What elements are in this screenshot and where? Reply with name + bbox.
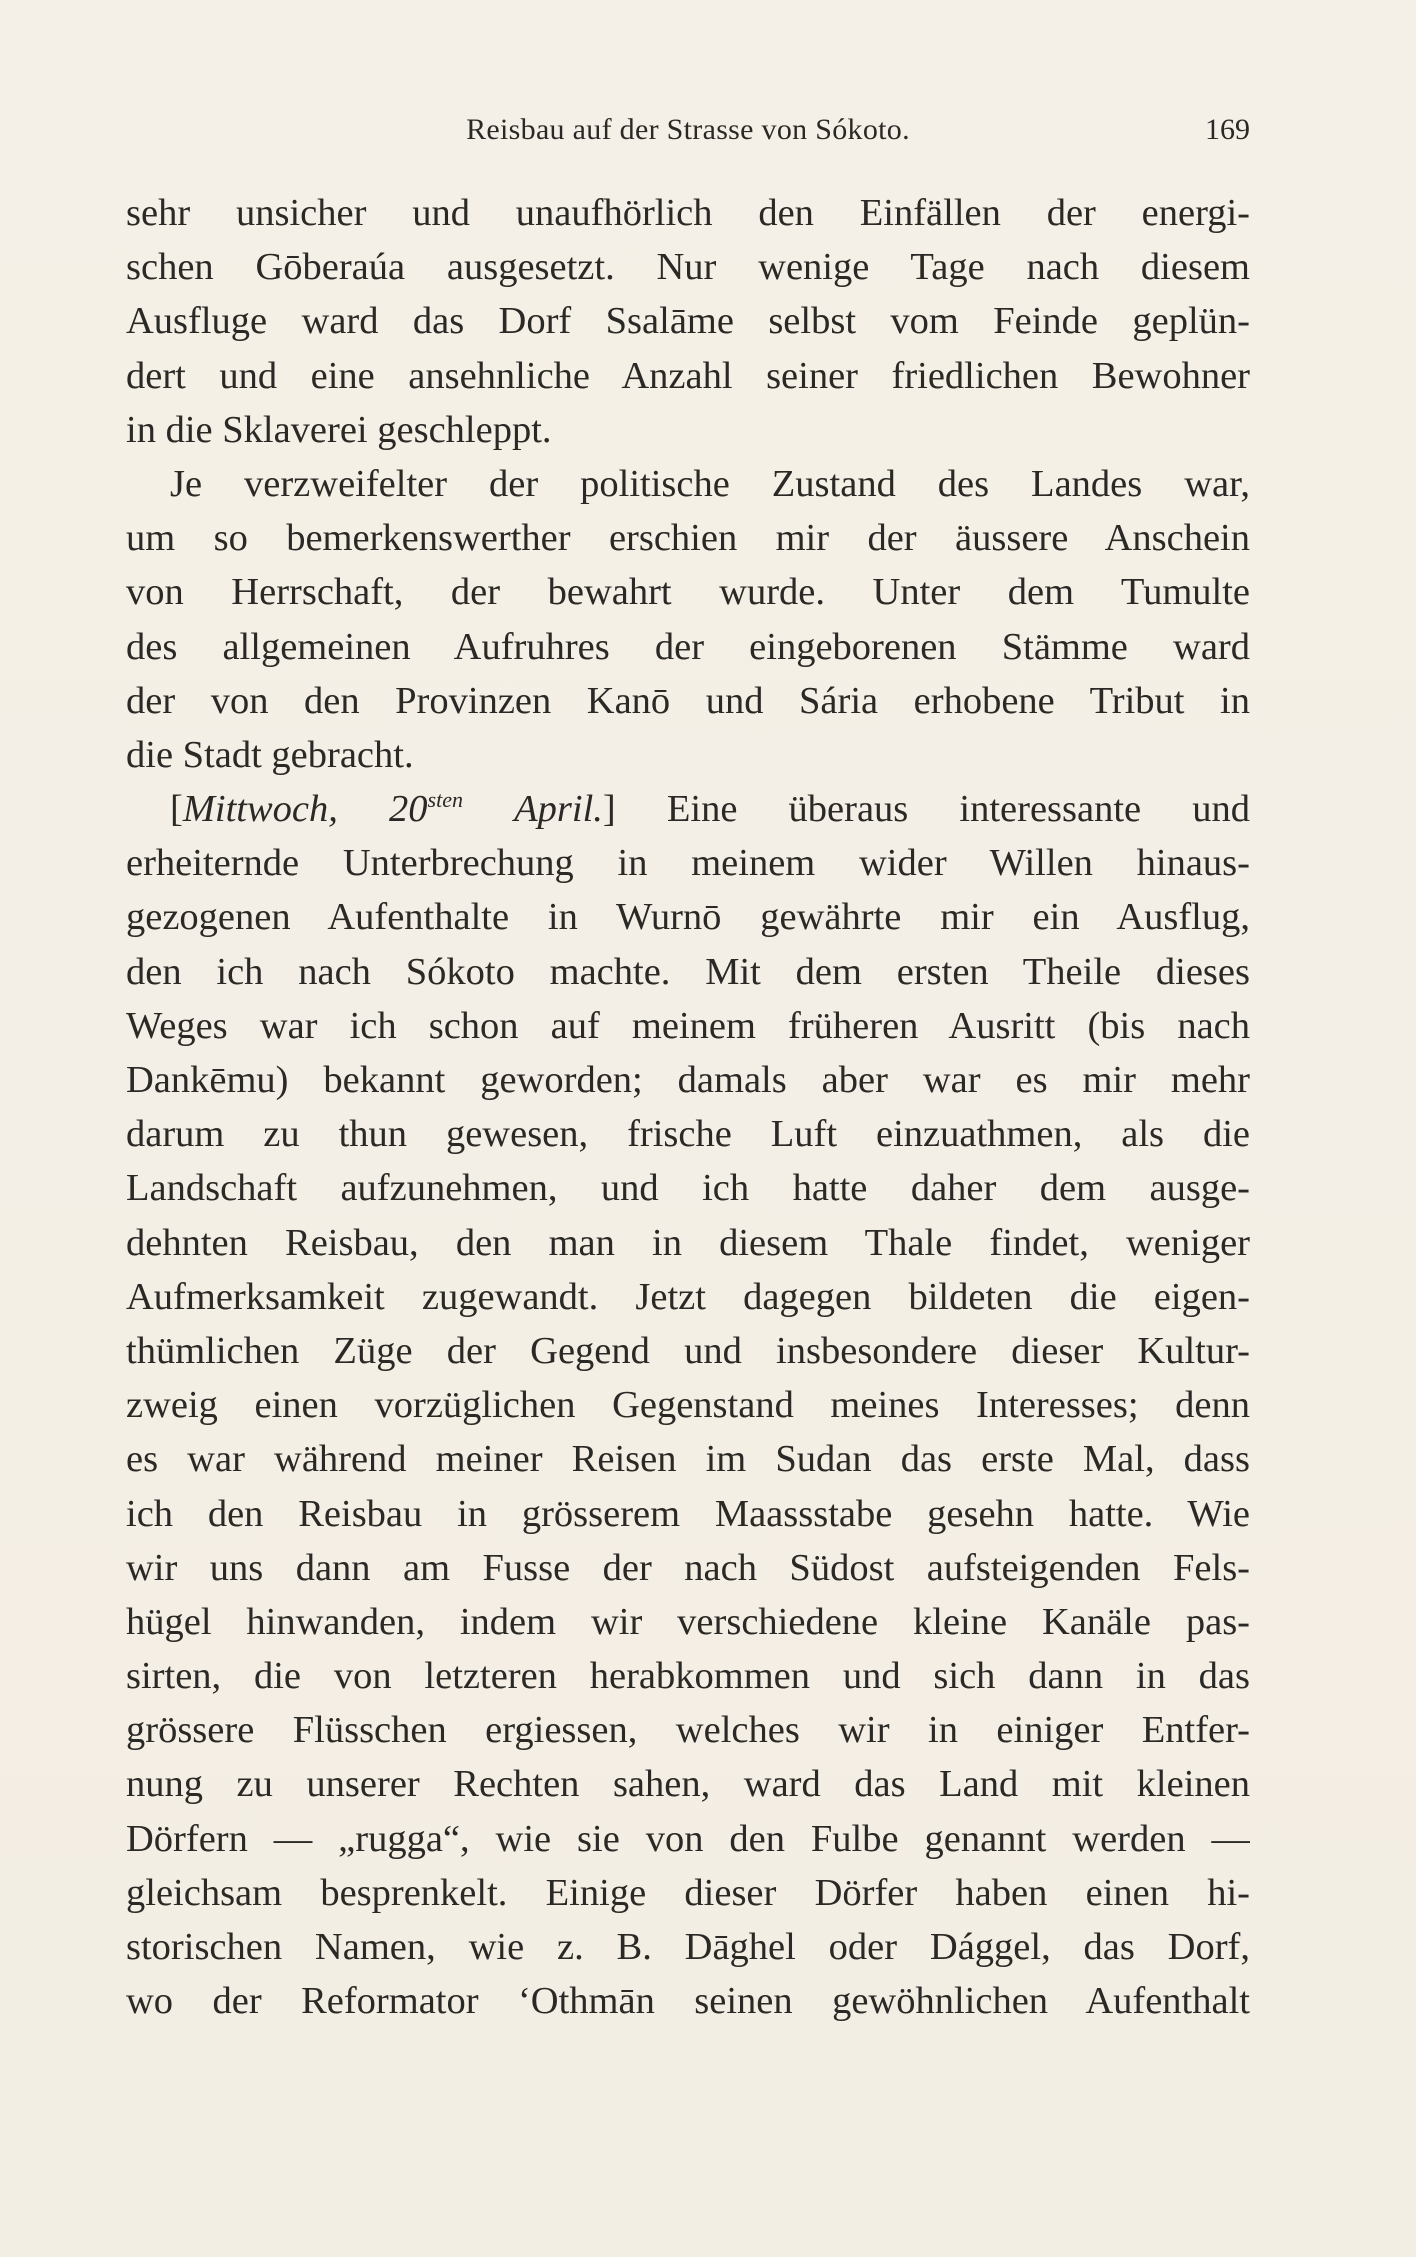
text-line: die Stadt gebracht. <box>126 733 414 776</box>
page-number: 169 <box>1205 113 1250 146</box>
text-line: wo der Reformator ‘Othmān seinen gewöhnlichen Aufenthalt <box>126 1980 1250 2023</box>
text-line: dert und eine ansehnliche Anzahl seiner friedlichen Bewohner <box>126 354 1250 397</box>
text-line: es war während meiner Reisen im Sudan das erste Mal, dass <box>126 1438 1250 1481</box>
text-line: des allgemeinen Aufruhres der eingeborenen Stämme ward <box>126 625 1250 668</box>
text-line: sirten, die von letzteren herabkommen und sich dann in das <box>126 1655 1250 1698</box>
text-line: in die Sklaverei geschleppt. <box>126 408 552 451</box>
text-line: wir uns dann am Fusse der nach Südost aufsteigenden Fels- <box>126 1546 1250 1589</box>
date-suffix: sten <box>427 787 463 813</box>
text-line: Je verzweifelter der politische Zustand des Landes war, <box>170 462 1250 505</box>
text-line: Landschaft aufzunehmen, und ich hatte daher dem ausge- <box>126 1167 1250 1210</box>
text-line: storischen Namen, wie z. B. Dāghel oder Dággel, das Dorf, <box>126 1926 1250 1968</box>
text-line: der von den Provinzen Kanō und Sária erhobene Tribut in <box>126 679 1250 722</box>
date-bracket-close: ] <box>602 788 616 831</box>
text-line: schen Gōberaúa ausgesetzt. Nur wenige Tage nach diesem <box>126 246 1250 289</box>
text-line: ich den Reisbau in grösserem Maassstabe gesehn hatte. Wie <box>126 1492 1250 1535</box>
running-title: Reisbau auf der Strasse von Sókoto. <box>466 113 910 146</box>
date-heading-line <box>126 782 1250 836</box>
date-month: April. <box>514 788 603 831</box>
text-line: thümlichen Züge der Gegend und insbesondere dieser Kultur- <box>126 1329 1250 1372</box>
text-line: darum zu thun gewesen, frische Luft einzuathmen, als die <box>126 1113 1250 1156</box>
date-bracket-open: [ <box>170 788 183 831</box>
text-line: hügel hinwanden, indem wir verschiedene kleine Kanäle pas- <box>126 1600 1250 1643</box>
text-line: grössere Flüsschen ergiessen, welches wir in einiger Entfer- <box>126 1709 1250 1752</box>
text-line: zweig einen vorzüglichen Gegenstand meines Interesses; denn <box>126 1384 1250 1427</box>
text-line: gleichsam besprenkelt. Einige dieser Dörfer haben einen hi- <box>126 1871 1250 1914</box>
text-line: gezogenen Aufenthalte in Wurnō gewährte mir ein Ausflug, <box>126 896 1250 939</box>
text-line: dehnten Reisbau, den man in diesem Thale findet, weniger <box>126 1221 1250 1264</box>
text-line: Aufmerksamkeit zugewandt. Jetzt dagegen bildeten die eigen- <box>126 1275 1250 1318</box>
text-line: nung zu unserer Rechten sahen, ward das Land mit kleinen <box>126 1763 1250 1806</box>
text-line: erheiternde Unterbrechung in meinem wider Willen hinaus- <box>126 842 1250 885</box>
date-number: $20^{sten}$ <box>389 787 463 831</box>
text-line: um so bemerkenswerther erschien mir der äussere Anschein <box>126 517 1250 560</box>
first-line-rest: Eine überaus interessante und <box>666 788 1250 831</box>
text-line: sehr unsicher und unaufhörlich den Einfällen der energi- <box>126 192 1250 234</box>
text-line: Ausfluge ward das Dorf Ssalāme selbst vom Feinde geplün- <box>126 300 1250 343</box>
text-line: Dörfern — „rugga“, wie sie von den Fulbe genannt werden — <box>126 1817 1250 1860</box>
text-line: Weges war ich schon auf meinem früheren Ausritt (bis nach <box>126 1004 1250 1047</box>
text-line: den ich nach Sókoto machte. Mit dem ersten Theile dieses <box>126 950 1250 993</box>
date-weekday: Mittwoch, <box>182 788 338 831</box>
body-text <box>126 186 1250 2028</box>
text-line: Dankēmu) bekannt geworden; damals aber war es mir mehr <box>126 1059 1250 1101</box>
text-line: von Herrschaft, der bewahrt wurde. Unter dem Tumulte <box>126 571 1250 614</box>
running-head <box>126 108 1250 152</box>
